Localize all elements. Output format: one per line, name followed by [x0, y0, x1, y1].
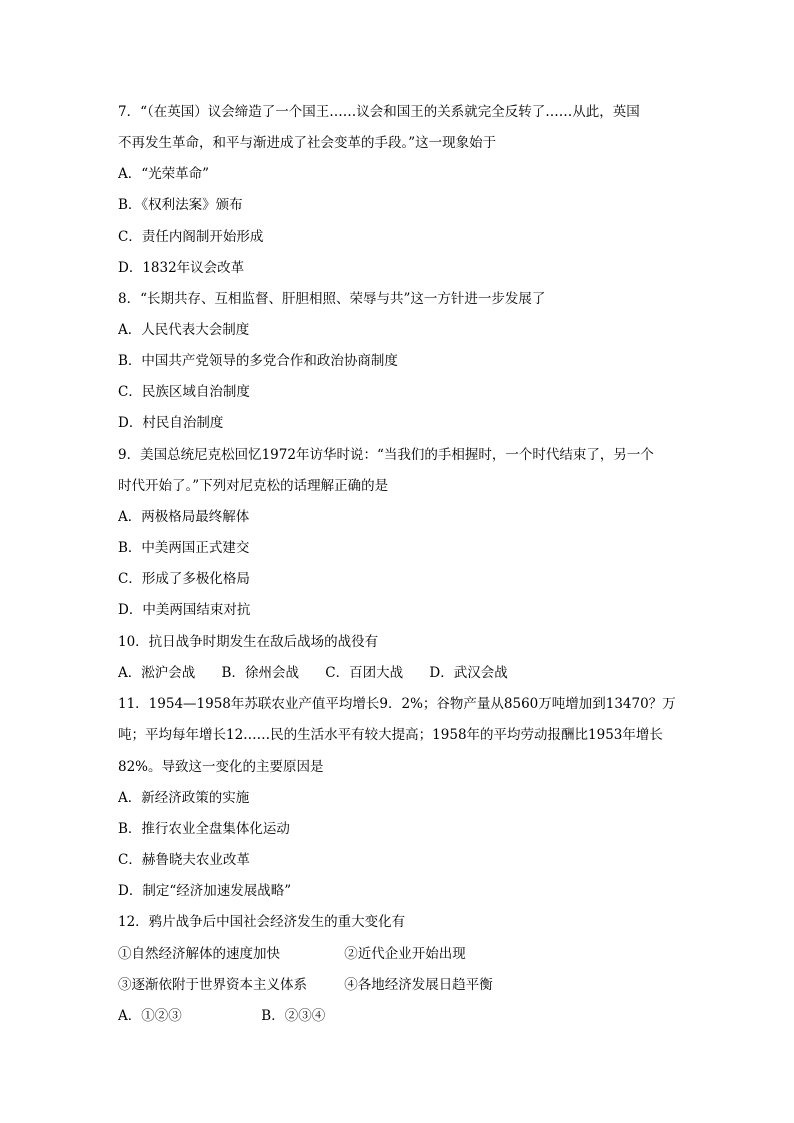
question-11-option-a: A．新经济政策的实施: [118, 790, 250, 806]
question-11-stem-line-3: 82%。导致这一变化的主要原因是: [118, 759, 324, 775]
question-12-items-row-2: [118, 975, 680, 995]
question-8-option-d: D．村民自治制度: [118, 415, 224, 431]
question-10-stem: 10．抗日战争时期发生在敌后战场的战役有: [118, 634, 379, 650]
question-12-items-row-1: [118, 944, 680, 964]
question-7-stem-line-2: 不再发生革命，和平与渐进成了社会变革的手段。”这一现象始于: [118, 135, 497, 151]
question-9-option-c: C．形成了多极化格局: [118, 571, 250, 587]
question-12-item-2: ②近代企业开始出现: [344, 946, 466, 962]
question-9-stem-line-1: 9．美国总统尼克松回忆1972年访华时说：“当我们的手相握时，一个时代结束了，另一个: [118, 447, 654, 463]
question-8-option-b: B．中国共产党领导的多党合作和政治协商制度: [118, 353, 398, 369]
question-11-stem-line-1: 11．1954—1958年苏联农业产值平均增长9．2%；谷物产量从8560万吨增加到13470？万: [118, 696, 676, 712]
question-11-option-d: D．制定“经济加速发展战略”: [118, 883, 292, 899]
question-7-option-a: A．“光荣革命”: [118, 166, 210, 182]
question-9-option-d: D．中美两国结束对抗: [118, 602, 251, 618]
question-7-option-c: C．责任内阁制开始形成: [118, 229, 264, 245]
question-11-stem-line-2: 吨；平均每年增长12……民的生活水平有较大提高；1958年的平均劳动报酬比1953年增长: [118, 727, 663, 743]
question-8-option-c: C．民族区域自治制度: [118, 384, 250, 400]
question-10-option-b: B．徐州会战: [221, 665, 299, 681]
question-12-item-3: ③逐渐依附于世界资本主义体系: [118, 977, 307, 993]
question-9-option-a: A．两极格局最终解体: [118, 509, 250, 525]
question-12-answer-a: A．①②③: [118, 1008, 182, 1024]
question-9-stem-line-2: 时代开始了。”下列对尼克松的话理解正确的是: [118, 478, 389, 494]
question-11-option-c: C．赫鲁晓夫农业改革: [118, 852, 250, 868]
question-12-item-1: ①自然经济解体的速度加快: [118, 946, 280, 962]
question-7-option-d: D．1832年议会改革: [118, 260, 245, 276]
question-10-option-d: D．武汉会战: [429, 665, 508, 681]
question-10-options: [118, 663, 680, 683]
question-8-stem: 8．“长期共存、互相监督、肝胆相照、荣辱与共”这一方针进一步发展了: [118, 291, 546, 307]
question-7-option-b: B．《权利法案》颁布: [118, 197, 243, 213]
question-11-option-b: B．推行农业全盘集体化运动: [118, 821, 290, 837]
question-12-answers: [118, 1006, 680, 1026]
question-8-option-a: A．人民代表大会制度: [118, 322, 250, 338]
question-10-option-a: A．淞沪会战: [118, 665, 196, 681]
question-12-stem: 12．鸦片战争后中国社会经济发生的重大变化有: [118, 914, 406, 930]
question-10-option-c: C．百团大战: [325, 665, 404, 681]
question-9-option-b: B．中美两国正式建交: [118, 540, 250, 556]
question-12-answer-b: B．②③④: [261, 1008, 326, 1024]
question-7-stem-line-1: 7．“（在英国）议会缔造了一个国王……议会和国王的关系就完全反转了……从此，英国: [118, 104, 640, 120]
question-12-item-4: ④各地经济发展日趋平衡: [344, 977, 493, 993]
